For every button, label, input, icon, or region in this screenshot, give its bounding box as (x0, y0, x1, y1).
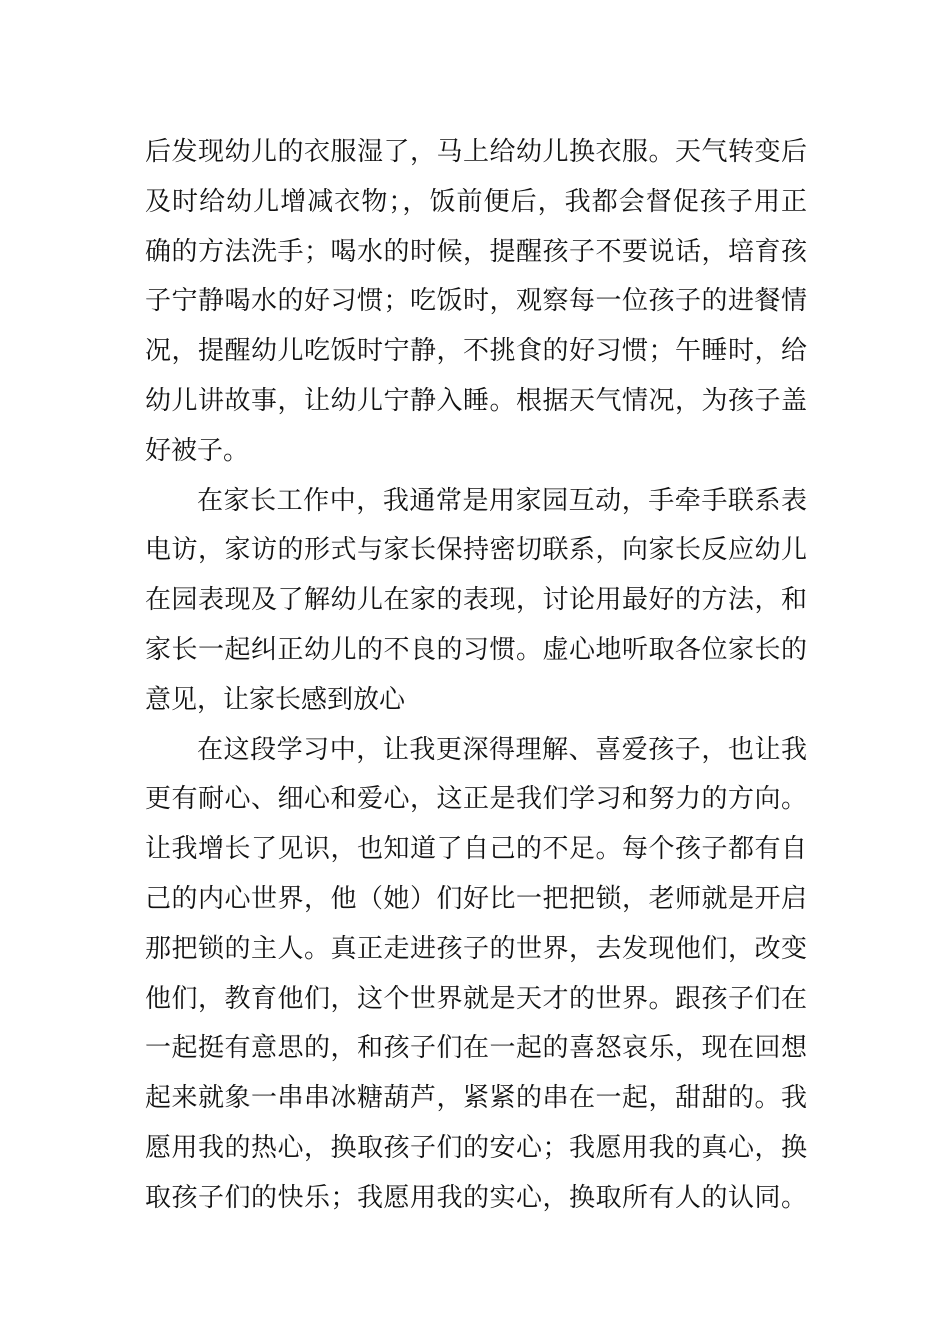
text-line: 己的内心世界，他（她）们好比一把把锁，老师就是开启 (145, 883, 807, 914)
text-line: 家长一起纠正幼儿的不良的习惯。虚心地听取各位家长的 (145, 634, 807, 665)
paragraph-3 (145, 726, 807, 1224)
text-line: 愿用我的热心，换取孩子们的安心；我愿用我的真心，换 (145, 1132, 807, 1163)
text-line: 一起挺有意思的，和孩子们在一起的喜怒哀乐，现在回想 (145, 1033, 807, 1064)
text-line: 更有耐心、细心和爱心，这正是我们学习和努力的方向。 (145, 784, 807, 815)
text-line: 况，提醒幼儿吃饭时宁静，不挑食的好习惯；午睡时，给 (145, 336, 807, 367)
text-line: 确的方法洗手；喝水的时候，提醒孩子不要说话，培育孩 (145, 236, 807, 267)
text-line: 电访，家访的形式与家长保持密切联系，向家长反应幼儿 (145, 535, 807, 566)
text-line: 他们，教育他们，这个世界就是天才的世界。跟孩子们在 (145, 983, 807, 1014)
text-line: 让我增长了见识，也知道了自己的不足。每个孩子都有自 (145, 834, 807, 865)
paragraph-1 (145, 128, 807, 477)
text-line: 后发现幼儿的衣服湿了，马上给幼儿换衣服。天气转变后 (145, 137, 807, 167)
text-line: 在园表现及了解幼儿在家的表现，讨论用最好的方法，和 (145, 585, 807, 616)
text-line: 起来就象一串串冰糖葫芦，紧紧的串在一起，甜甜的。我 (145, 1083, 807, 1114)
text-line: 子宁静喝水的好习惯；吃饭时，观察每一位孩子的进餐情 (145, 286, 807, 317)
text-line: 意见，让家长感到放心 (145, 684, 406, 715)
paragraph-2 (145, 477, 807, 726)
text-line: 在这段学习中，让我更深得理解、喜爱孩子，也让我 (197, 734, 807, 765)
text-line: 好被子。 (145, 435, 250, 466)
text-line: 在家长工作中，我通常是用家园互动，手牵手联系表 (197, 485, 807, 516)
text-line: 及时给幼儿增减衣物；，饭前便后，我都会督促孩子用正 (145, 186, 807, 217)
text-line: 幼儿讲故事，让幼儿宁静入睡。根据天气情况，为孩子盖 (145, 385, 807, 416)
text-line: 取孩子们的快乐；我愿用我的实心，换取所有人的认同。 (145, 1182, 807, 1213)
body-text (145, 128, 807, 1224)
text-line: 那把锁的主人。真正走进孩子的世界，去发现他们，改变 (145, 933, 807, 964)
